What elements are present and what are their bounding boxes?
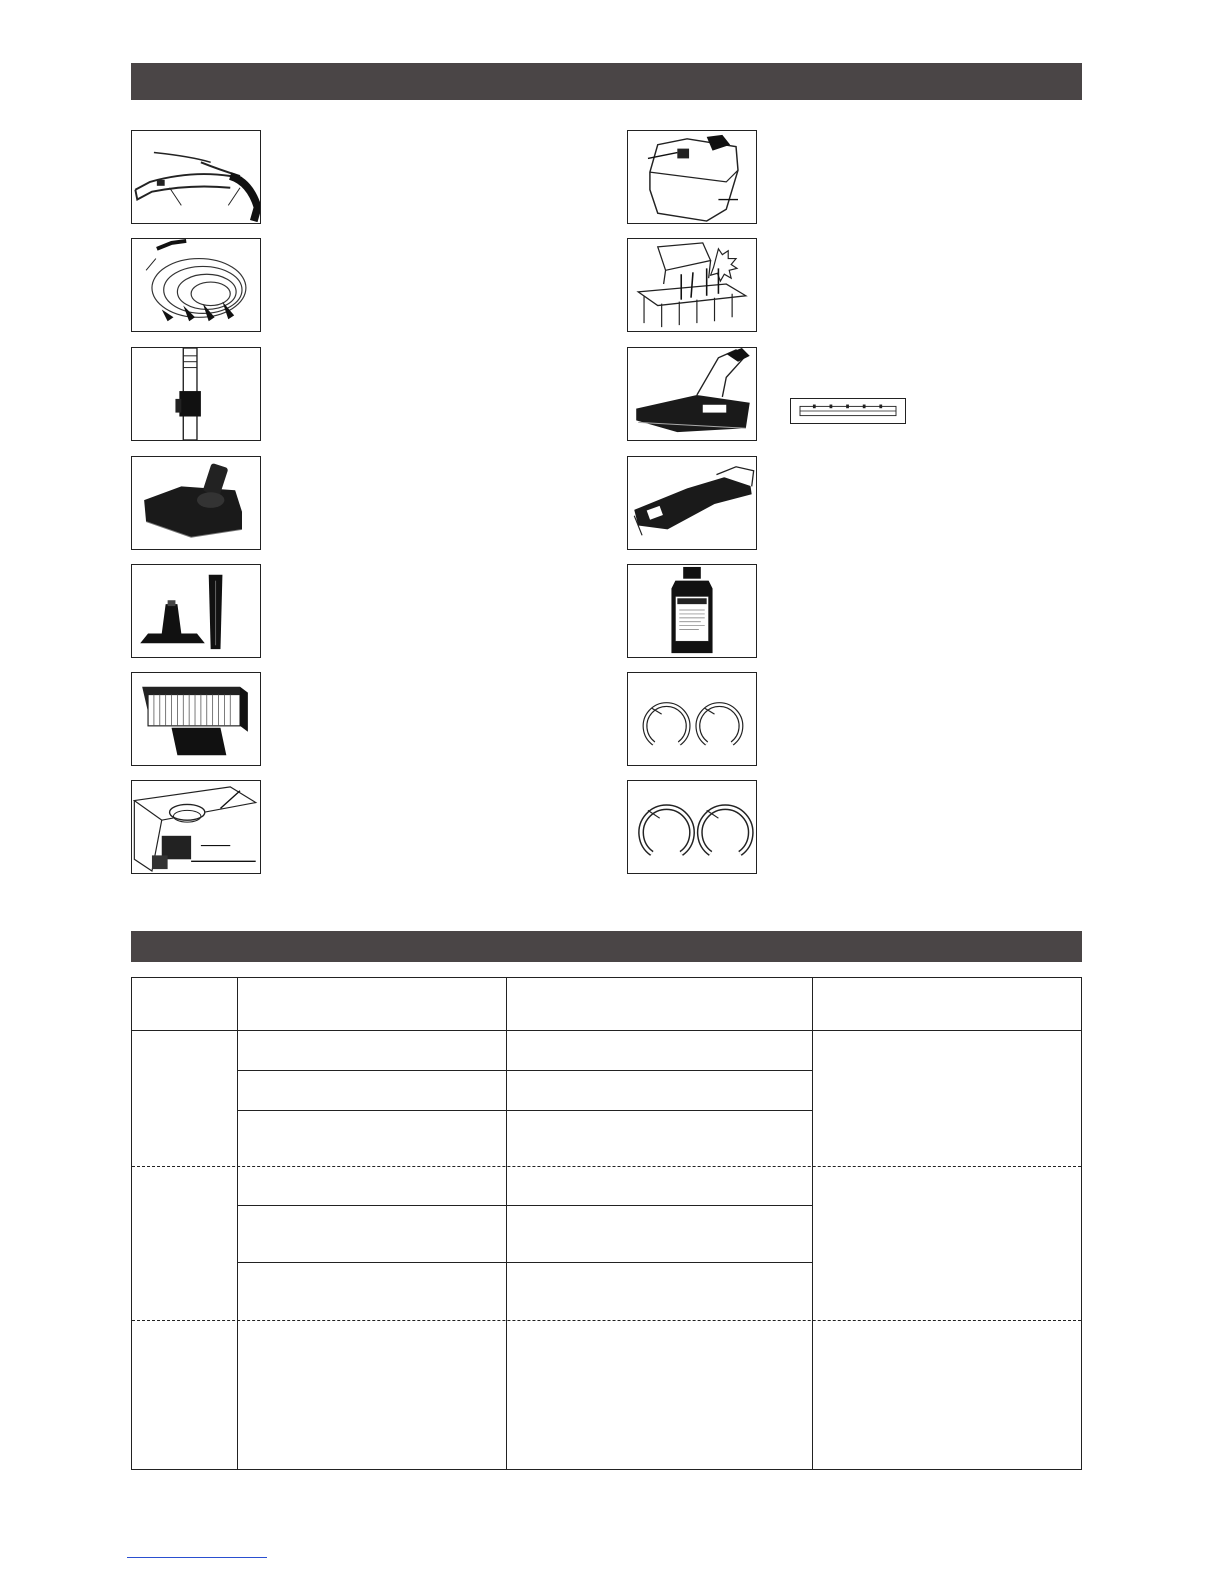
- spray-hose-handle-icon: [131, 130, 261, 224]
- filter-housing-icon: [131, 780, 261, 874]
- hose-clip-large-icon: [627, 780, 757, 874]
- hepa-filter-icon: [131, 672, 261, 766]
- troubleshooting-table: [131, 977, 1082, 1470]
- hose-coil-icon: [131, 238, 261, 332]
- caption-floor-nozzle: [275, 456, 595, 550]
- caption-shampoo-bottle: [772, 564, 1092, 658]
- upholstery-wash-nozzle-icon: [627, 456, 757, 550]
- caption-hepa-filter: [275, 672, 595, 766]
- caption-tank-insert: [772, 238, 1092, 332]
- caption-spray-hose-handle: [275, 130, 595, 224]
- hose-clip-small-icon: [627, 672, 757, 766]
- caption-filter-housing: [275, 780, 595, 874]
- accessories-section-banner: [131, 63, 1082, 100]
- carpet-wash-nozzle-icon: [627, 347, 757, 441]
- caption-hose-coil: [275, 238, 595, 332]
- caption-carpet-wash-nozzle: [772, 347, 1092, 441]
- caption-upholstery-wash-nozzle: [772, 456, 1092, 550]
- caption-crevice-nozzles: [275, 564, 595, 658]
- water-tank-icon: [627, 130, 757, 224]
- caption-hose-clips-large: [772, 780, 1092, 874]
- floor-nozzle-icon: [131, 456, 261, 550]
- extension-tube-icon: [131, 347, 261, 441]
- squeegee-strip-icon: [790, 398, 906, 424]
- crevice-nozzle-icon: [131, 564, 261, 658]
- tank-insert-icon: [627, 238, 757, 332]
- shampoo-bottle-icon: [627, 564, 757, 658]
- caption-hose-clips-small: [772, 672, 1092, 766]
- caption-extension-tube: [275, 347, 595, 441]
- caption-water-tank: [772, 130, 1092, 224]
- footer-link-underline[interactable]: [127, 1557, 267, 1558]
- troubleshooting-section-banner: [131, 931, 1082, 962]
